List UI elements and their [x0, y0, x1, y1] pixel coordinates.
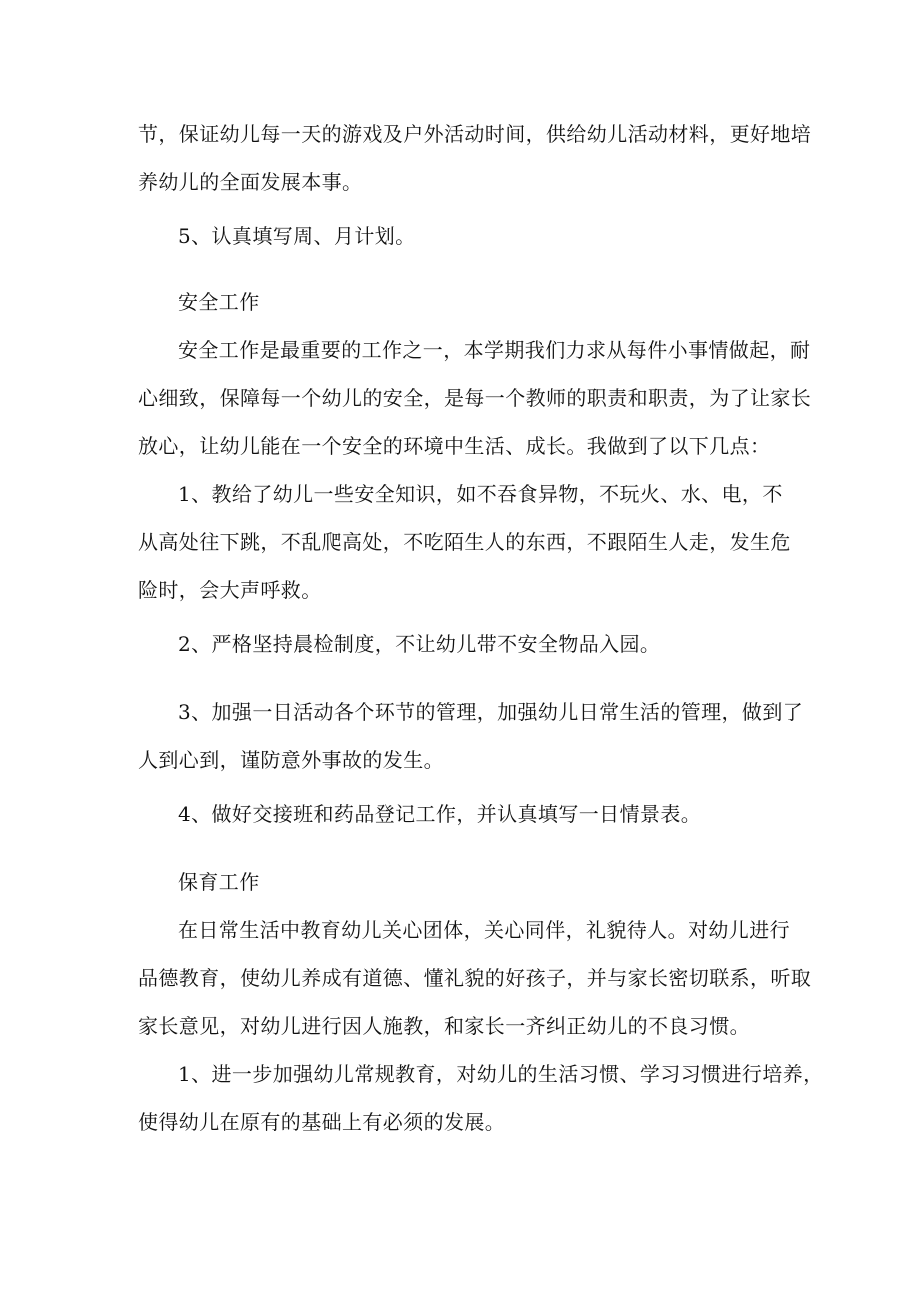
text-line: 人到心到，谨防意外事故的发生。 [138, 748, 444, 772]
text-line: 品德教育，使幼儿养成有道德、懂礼貌的好孩子，并与家长密切联系，听取 [138, 966, 812, 990]
list-item: 5、认真填写周、月计划。 [178, 224, 416, 248]
text-line: 心细致，保障每一个幼儿的安全，是每一个教师的职责和职责，为了让家长 [138, 386, 812, 410]
list-item: 1、教给了幼儿一些安全知识，如不吞食异物，不玩火、水、电，不 [178, 482, 783, 506]
list-item: 3、加强一日活动各个环节的管理，加强幼儿日常生活的管理，做到了 [178, 700, 804, 724]
text-line: 在日常生活中教育幼儿关心团体，关心同伴，礼貌待人。对幼儿进行 [178, 918, 790, 942]
text-line: 家长意见，对幼儿进行因人施教，和家长一齐纠正幼儿的不良习惯。 [138, 1014, 750, 1038]
text-line: 放心，让幼儿能在一个安全的环境中生活、成长。我做到了以下几点： [138, 434, 771, 458]
text-line: 使得幼儿在原有的基础上有必须的发展。 [138, 1110, 506, 1134]
text-line: 安全工作是最重要的工作之一，本学期我们力求从每件小事情做起，耐 [178, 338, 811, 362]
text-line: 从高处往下跳，不乱爬高处，不吃陌生人的东西，不跟陌生人走，发生危 [138, 530, 791, 554]
text-line: 节，保证幼儿每一天的游戏及户外活动时间，供给幼儿活动材料，更好地培 [138, 122, 812, 146]
list-item: 2、严格坚持晨检制度，不让幼儿带不安全物品入园。 [178, 632, 661, 656]
list-item: 1、进一步加强幼儿常规教育，对幼儿的生活习惯、学习习惯进行培养， [178, 1062, 824, 1086]
text-line: 险时，会大声呼救。 [138, 578, 322, 602]
list-item: 4、做好交接班和药品登记工作，并认真填写一日情景表。 [178, 802, 702, 826]
section-heading: 保育工作 [178, 870, 260, 894]
text-line: 养幼儿的全面发展本事。 [138, 170, 363, 194]
section-heading: 安全工作 [178, 290, 260, 314]
